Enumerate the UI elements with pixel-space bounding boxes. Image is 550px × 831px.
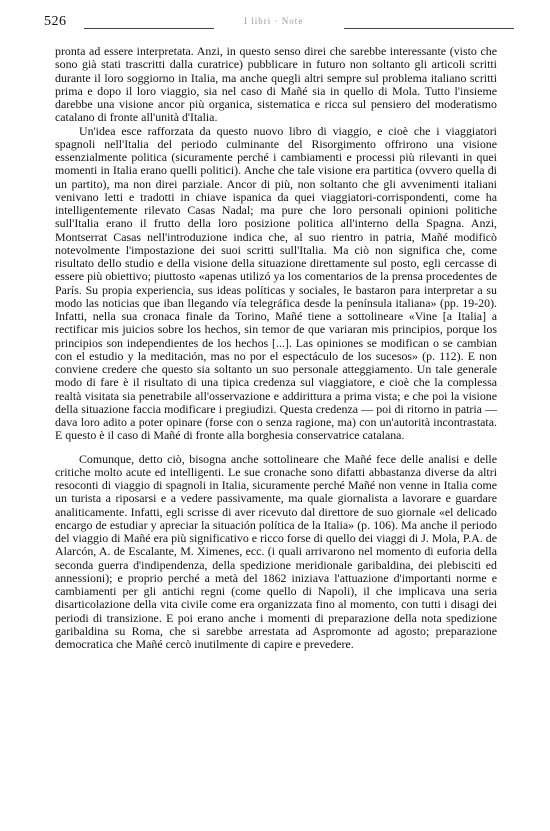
header-rule-right (344, 28, 514, 29)
paragraph-3: Comunque, detto ciò, bisogna anche sottolineare che Mañé fece delle analisi e delle critiche molto acute ed intelligenti. Le sue cronache sono difatti abbastanza diverse da altri resoconti di viaggio di spagnoli in Italia, sicuramente perché Mañé non venne in Italia come un turista a riposarsi e a vedere passivamente, ma quale giornalista a lavorare e guardare analiticamente. Infatti, egli scrisse di aver ricevuto dal direttore de suo giornale «el delicado encargo de estudiar y apreciar la situación política de la Italia» (p. 106). Ma anche il periodo del viaggio di Mañé era più significativo e ricco forse di quello dei viaggi di J. Mola, P.A. de Alarcón, A. de Escalante, M. Ximenes, ecc. (i quali arrivarono nel momento di euforia della seconda guerra d'indipendenza, della spedizione meridionale garibaldina, dei plebisciti ed annessioni); e proprio perché a metà del 1862 iniziava l'attuazione d'importanti norme e cambiamenti per gli antichi regni (come quello di Napoli), il che implicava una seria disarticolazione della vita civile come era organizzata fino al momento, con tutti i disagi dei periodi di transizione. E poi erano anche i momenti di preparazione della nota spedizione garibaldina su Roma, che si sarebbe arrestata ad Aspromonte ad agosto; preparazione democratica che Mañé cercò inutilmente di capire e prevedere. (55, 451, 497, 651)
paragraph-2: Un'idea esce rafforzata da questo nuovo libro di viaggio, e cioè che i viaggiatori spagnoli nell'Italia del periodo culminante del Risorgimento offrirono una visione essenzialmente politica (sicuramente perché i cambiamenti e processi più rilevanti in quei momenti in Italia erano quelli politici). Anche che tale visione era partitica (ovvero quella di un partito), ma non direi parziale. Ancor di più, non soltanto che gli avvenimenti italiani venivano letti e tradotti in chiave ispanica da quei viaggiatori-corrispondenti, come ha intelligentemente rilevato Casas Nadal; ma pure che loro personali opinioni politiche sull'Italia erano il frutto della loro posizione politica all'interno della Spagna. Anzi, Montserrat Casas nell'introduzione indica che, al suo rientro in patria, Mañé modificò notevolmente l'impostazione dei suoi scritti sull'Italia. Ma ciò non significa che, come risultato dello studio e della visione della situazione direttamente sul posto, egli cercasse di essere più obiettivo; piuttosto «apenas utilizó ya los comentarios de la prensa procedentes de París. Su propia experiencia, sus ideas políticas y sociales, le bastaron para interpretar a su modo las noticias que iban llegando vía telegráfica desde la península italiana» (pp. 19-20). Infatti, nella sua cronaca finale da Torino, Mañé tiene a sottolineare «Vine [a Italia] a rectificar mis juicios sobre los hechos, sin temor de que variaran mis principios, porque los principios son independientes de los hechos [...]. Las opiniones se modifican o se cambian con el estudio y la meditación, mas no por el espectáculo de los sucesos» (p. 112). E non conviene credere che questo sia soltanto un suo personale atteggiamento. Un tale generale modo di fare è il risultato di una tipica credenza sul viaggiatore, e cioè che la complessa realtà visitata sia penetrabile all'osservazione e addirittura a prima vista; e che poi la visione della situazione faccia modificare i pregiudizi. Questa credenza — poi di ritorno in patria — dava loro adito a poter opinare (forse con o senza ragione, ma) con un'autorità incontrastata. E questo è il caso di Mañé di fronte alla borghesia conservatrice catalana. (55, 123, 497, 443)
header-rule-left (84, 28, 214, 29)
running-head: I libri · Note (244, 16, 304, 26)
page-header (44, 14, 514, 32)
paragraph-1: pronta ad essere interpretata. Anzi, in questo senso direi che sarebbe interessante (visto che sono già stati trascritti dalla curatrice) pubblicare in futuro non soltanto gli articoli scritti durante il loro soggiorno in Italia, ma anche quegli altri sempre sul problema italiano scritti prima e dopo il loro viaggio, sia nel caso di Mañé sia in quello di Mola. Tutto l'insieme darebbe una visione ancor più organica, sistematica e ricca sul pensiero del moderatismo catalano di fronte all'unità d'Italia. (55, 44, 497, 125)
page-number: 526 (44, 14, 67, 29)
body-text (55, 45, 497, 651)
